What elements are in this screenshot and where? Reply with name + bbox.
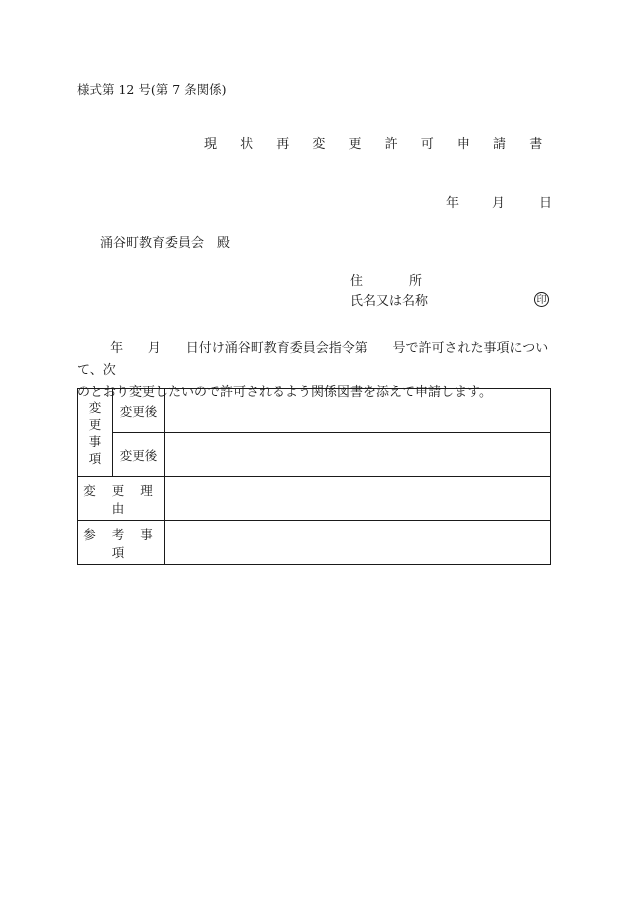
reference-label: 参 考 事 項 (78, 521, 165, 565)
after-change-field-2[interactable] (165, 433, 551, 477)
document-title: 現 状 再 変 更 許 可 申 請 書 (204, 137, 552, 152)
date-month-label: 月 (492, 196, 506, 211)
table-row (78, 521, 551, 565)
seal-mark: 印 (534, 292, 549, 307)
form-number: 様式第 12 号(第 7 条関係) (77, 82, 227, 97)
after-change-label-2: 変更後 (113, 433, 165, 477)
application-table (77, 388, 551, 565)
addressee: 涌谷町教育委員会 殿 (100, 236, 231, 251)
date-year-label: 年 (446, 196, 460, 211)
statement-text-2: 号で許可された事項について、次 (77, 341, 549, 378)
statement-text-1: 日付け涌谷町教育委員会指令第 (185, 341, 368, 356)
reason-field[interactable] (165, 477, 551, 521)
change-items-label: 変 更 事 項 (78, 389, 113, 477)
table-row (78, 389, 551, 433)
statement-line-1 (77, 338, 553, 382)
address-label: 住 (350, 274, 364, 289)
reason-label: 変 更 理 由 (78, 477, 165, 521)
table-row (78, 433, 551, 477)
name-label: 氏名又は名称 (350, 294, 429, 309)
statement-year: 年 (110, 341, 124, 356)
statement-month: 月 (147, 341, 161, 356)
after-change-field-1[interactable] (165, 389, 551, 433)
after-change-label-1: 変更後 (113, 389, 165, 433)
date-day-label: 日 (539, 196, 553, 211)
statement-line-2: のとおり変更したいので許可されるよう関係図書を添えて申請します。 (77, 385, 492, 400)
table-row (78, 477, 551, 521)
reference-field[interactable] (165, 521, 551, 565)
address-label-suffix: 所 (409, 274, 423, 289)
